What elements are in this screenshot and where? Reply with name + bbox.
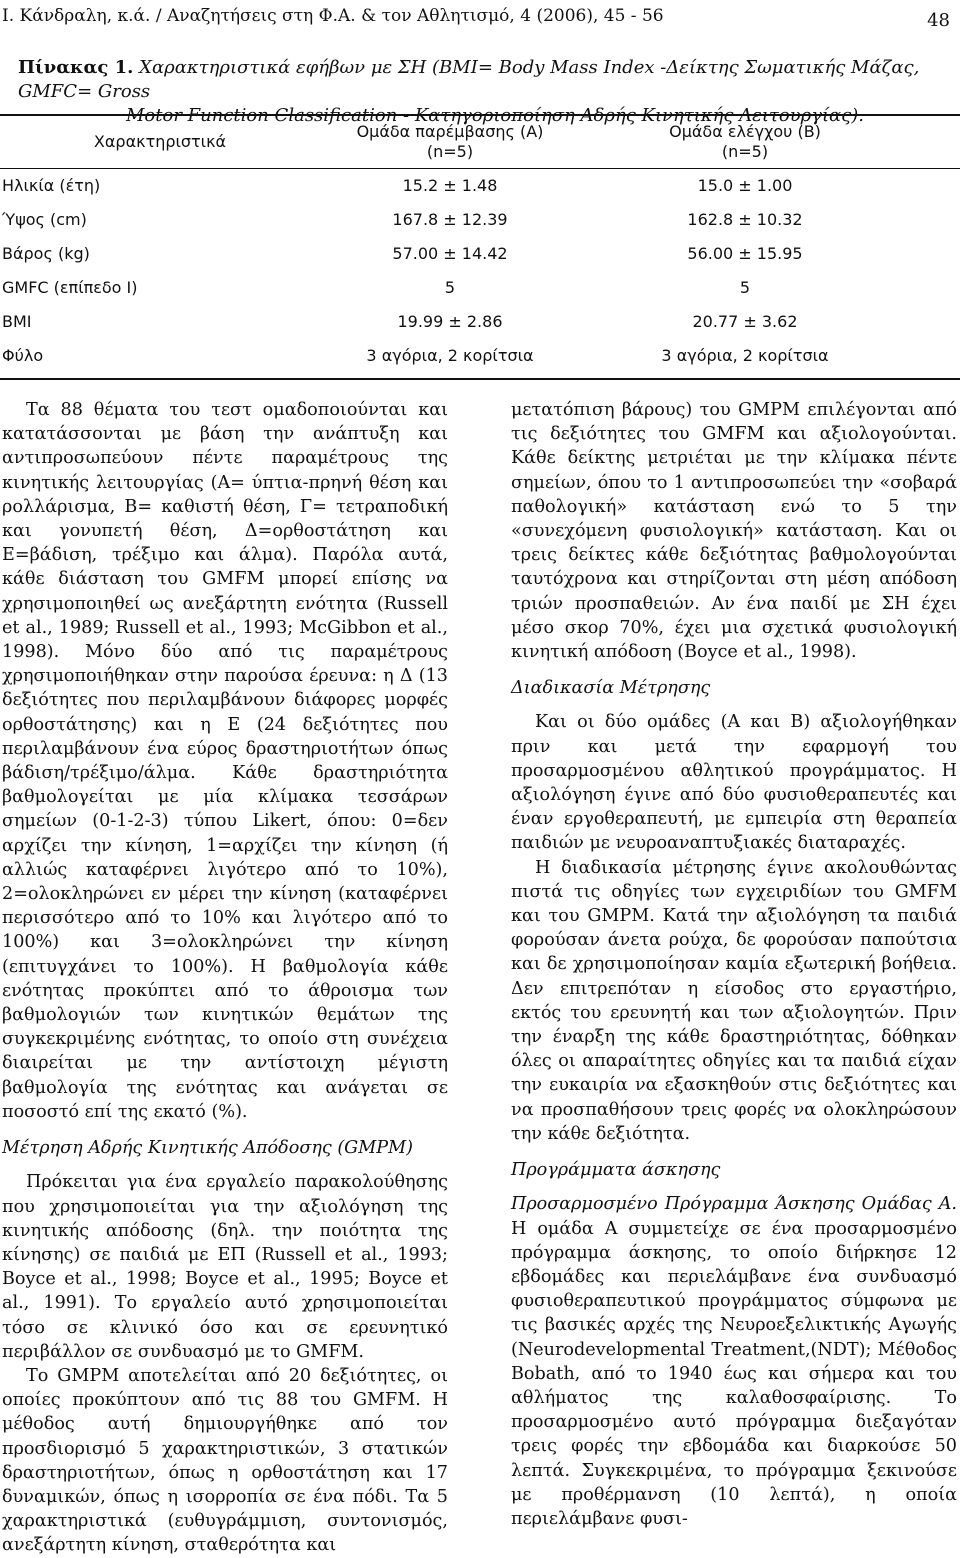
body-paragraph: Και οι δύο ομάδες (Α και Β) αξιολογήθηκαν πριν και μετά την εφαρμογή του προσαρμοσμένου αθλητικού προγράμματος. Η αξιολόγηση έγινε από δύο φυσιοθεραπευτές και έναν εργοθεραπευτή, με εμπειρία στη θεραπεία παιδιών με νευροαναπτυξιακές διαταραχές. xyxy=(511,712,957,854)
caption-text-1: Χαρακτηριστικά εφήβων με ΣΗ (BMI= Body Mass Index -Δείκτης Σωματικής Μάζας, GMFC= Gross xyxy=(18,57,920,102)
row-value-a: 5 xyxy=(444,278,456,297)
header-intervention-title: Ομάδα παρέμβασης (Α) xyxy=(356,122,544,141)
running-header xyxy=(0,2,960,32)
paragraph-text: Η ομάδα Α συμμετείχε σε ένα προσαρμοσμένο πρόγραμμα άσκησης, το οποίο διήρκησε 12 εβδομάδες και περιελάμβανε ένα συνδυασμό φυσιοθεραπευτικού προγράμματος σύμφωνα με τις βασικές αρχές της Νευροεξελικτικής Αγωγής (Neurodevelopmental Treatment,(NDT); Μέθοδος Bobath, από το 1940 έως και σήμερα και του αθλήματος της καλαθοσφαίρισης. Το προσαρμοσμένο αυτό πρόγραμμα διεξαγόταν τρεις φορές την εβδομάδα και διαρκούσε 50 λεπτά. Συγκεκριμένα, το πρόγραμμα ξεκινούσε με προθέρμανση (10 λεπτά), η οποία περιελάμβανε φυσι- xyxy=(511,1218,957,1529)
row-value-a: 19.99 ± 2.86 xyxy=(397,312,503,331)
body-paragraph: μετατόπιση βάρους) του GMPM επιλέγονται από τις δεξιότητες του GMFM και αξιολογούνται. Κάθε δείκτης μετριέται με την κλίμακα πέντε σημείων, όπου το 1 αντιπροσωπεύει την «σοβαρά παθολογική» κατάσταση ενώ το 5 την «συνεχόμενη φυσιολογική» κατάσταση. Και οι τρεις δείκτες κάθε δεξιότητας βαθμολογούνται ταυτόχρονα και στηρίζονται στη μέση απόδοση τριών προσπαθειών. Αν ένα παιδί με ΣΗ έχει μέσο σκορ 70%, έχει μια σχετικά φυσιολογική κινητική απόδοση (Boyce et al., 1998). xyxy=(511,400,957,663)
header-control-group xyxy=(640,122,850,162)
table-label: Πίνακας 1. xyxy=(18,57,134,78)
row-value-b: 5 xyxy=(739,278,751,297)
header-control-title: Ομάδα ελέγχου (Β) xyxy=(669,122,821,141)
row-value-a: 57.00 ± 14.42 xyxy=(392,244,508,263)
row-value-b: 20.77 ± 3.62 xyxy=(692,312,798,331)
table-row xyxy=(0,340,960,374)
table-header xyxy=(0,116,960,169)
body-paragraph: Πρόκειται για ένα εργαλείο παρακολούθησης που χρησιμοποιείται για την αξιολόγηση της κινητικής απόδοσης (δηλ. την ποιότητα της κίνησης) σε παιδιά με ΕΠ (Russell et al., 1993; Boyce et al., 1998; Boyce et al., 1995; Boyce et al., 1991). Το εργαλείο αυτό χρησιμοποιείται τόσο σε κλινικό όσο και σε ερευνητικό περιβάλλον σε συνδυασμό με το GMFM. xyxy=(2,1172,448,1362)
table-row xyxy=(0,306,960,340)
row-value-a: 167.8 ± 12.39 xyxy=(392,210,508,229)
body-paragraph xyxy=(511,1192,957,1531)
row-label: Φύλο xyxy=(2,346,44,365)
table-row xyxy=(0,204,960,238)
caption-line-2: Motor Function Classification - Κατηγοριοποίηση Αδρής Κινητικής Λειτουργίας). xyxy=(126,105,865,126)
body-paragraph: Τα 88 θέματα του τεστ ομαδοποιούνται και κατατάσσονται με βάση την ανάπτυξη και αντιπροσωπεύουν πέντε παραμέτρους της κινητικής λειτουργίας (Α= ύπτια-πρηνή θέση και ρολλάρισμα, Β= καθιστή θέση, Γ= τετραποδική και γονυπετή θέση, Δ=ορθοστάτηση και Ε=βάδιση, τρέξιμο και άλμα). Παρόλα αυτά, κάθε διάσταση του GMFM μπορεί επίσης να χρησιμοποιηθεί ως ανεξάρτητη ενότητα (Russell et al., 1989; Russell et al., 1993; McGibbon et al., 1998). Μόνο δύο από τις παραμέτρους χρησιμοποιήθηκαν στην παρούσα έρευνα: η Δ (13 δεξιότητες που περιλαμβάνουν διάφορες μορφές ορθοστάτησης) και η Ε (24 δεξιότητες που περιλαμβάνουν ένα εύρος δραστηριοτήτων όπως βάδιση/τρέξιμο/άλμα. Κάθε δραστηριότητα βαθμολογείται με μία κλίμακα τεσσάρων σημείων (0-1-2-3) τύπου Likert, όπου: 0=δεν αρχίζει την κίνηση, 1=αρχίζει την κίνηση (ή αλλιώς καταφέρνει λιγότερο από το 10%), 2=ολοκληρώνει εν μέρει την κίνηση (καταφέρνει περισσότερο από το 10% και λιγότερο από το 100%) και 3=ολοκληρώνει την κίνηση (επιτυγχάνει το 100%). Η βαθμολογία κάθε ενότητας προκύπτει από το άθροισμα των βαθμολογιών των κινητικών θεμάτων της συγκεκριμένης ενότητας, το οποίο στη συνέχεια διαιρείται με την αντίστοιχη μέγιστη βαθμολογία της ενότητας και ανάγεται σε ποσοστό επί της εκατό (%). xyxy=(2,400,448,1122)
section-heading-gmpm: Μέτρηση Αδρής Κινητικής Απόδοσης (GMPM) xyxy=(2,1138,413,1159)
page-number: 48 xyxy=(927,10,950,31)
row-label: BMI xyxy=(2,312,32,331)
row-value-b: 162.8 ± 10.32 xyxy=(687,210,803,229)
row-value-a: 3 αγόρια, 2 κορίτσια xyxy=(366,346,534,365)
body-paragraph: Το GMPM αποτελείται από 20 δεξιότητες, οι οποίες προκύπτουν από τις 88 του GMFM. Η μέθοδος αυτή δημιουργήθηκε από τον προσδιορισμό 5 χαρακτηριστικών, 3 στατικών δραστηριοτήτων, όπως η ορθοστάτηση και 17 δυναμικών, όπως η ισορροπία σε ένα πόδι. Τα 5 χαρακτηριστικά (ευθυγράμμιση, συντονισμός, ανεξάρτητη κίνηση, σταθερότητα και xyxy=(2,1365,448,1556)
table-row xyxy=(0,238,960,272)
row-label: GMFC (επίπεδο Ι) xyxy=(2,278,138,297)
header-intervention-group xyxy=(350,122,550,162)
section-heading-programs: Προγράμματα άσκησης xyxy=(511,1160,721,1181)
subsection-lead: Προσαρμοσμένο Πρόγραμμα Άσκησης Ομάδας Α. xyxy=(511,1194,957,1215)
header-intervention-n: (n=5) xyxy=(426,142,474,161)
table-row xyxy=(0,170,960,204)
section-heading-procedure: Διαδικασία Μέτρησης xyxy=(511,678,711,699)
row-value-b: 3 αγόρια, 2 κορίτσια xyxy=(661,346,829,365)
right-column xyxy=(511,398,957,1531)
row-label: Ηλικία (έτη) xyxy=(2,176,101,195)
row-value-b: 15.0 ± 1.00 xyxy=(697,176,793,195)
characteristics-table xyxy=(0,114,960,380)
row-value-a: 15.2 ± 1.48 xyxy=(402,176,498,195)
caption-line-1 xyxy=(0,56,960,104)
row-value-b: 56.00 ± 15.95 xyxy=(687,244,803,263)
table-row xyxy=(0,272,960,306)
journal-citation: Ι. Κάνδραλη, κ.ά. / Αναζητήσεις στη Φ.Α. & τον Αθλητισμό, 4 (2006), 45 - 56 xyxy=(2,6,664,26)
body-paragraph: Η διαδικασία μέτρησης έγινε ακολουθώντας πιστά τις οδηγίες των εγχειριδίων του GMFM και του GMPM. Κατά την αξιολόγηση τα παιδιά φορούσαν άνετα ρούχα, δε φορούσαν παπούτσια και δε χρησιμοποίησαν καμία εξωτερική βοήθεια. Δεν επιτρεπόταν η είσοδος στο εργαστήριο, εκτός του ερευνητή και των αξιολογητών. Πριν την έναρξη της κάθε δραστηριότητας, δόθηκαν όλες οι απαραίτητες οδηγίες και τα παιδιά είχαν την ευκαιρία να εξασκηθούν στις δεξιότητες και να προσπαθήσουν τρεις φορές να ολοκληρώσουν την κάθε δεξιότητα. xyxy=(511,857,957,1144)
header-control-n: (n=5) xyxy=(721,142,769,161)
row-label: Βάρος (kg) xyxy=(2,244,90,263)
row-label: Ύψος (cm) xyxy=(2,210,87,229)
header-characteristics: Χαρακτηριστικά xyxy=(93,132,227,151)
left-column xyxy=(2,398,448,1558)
